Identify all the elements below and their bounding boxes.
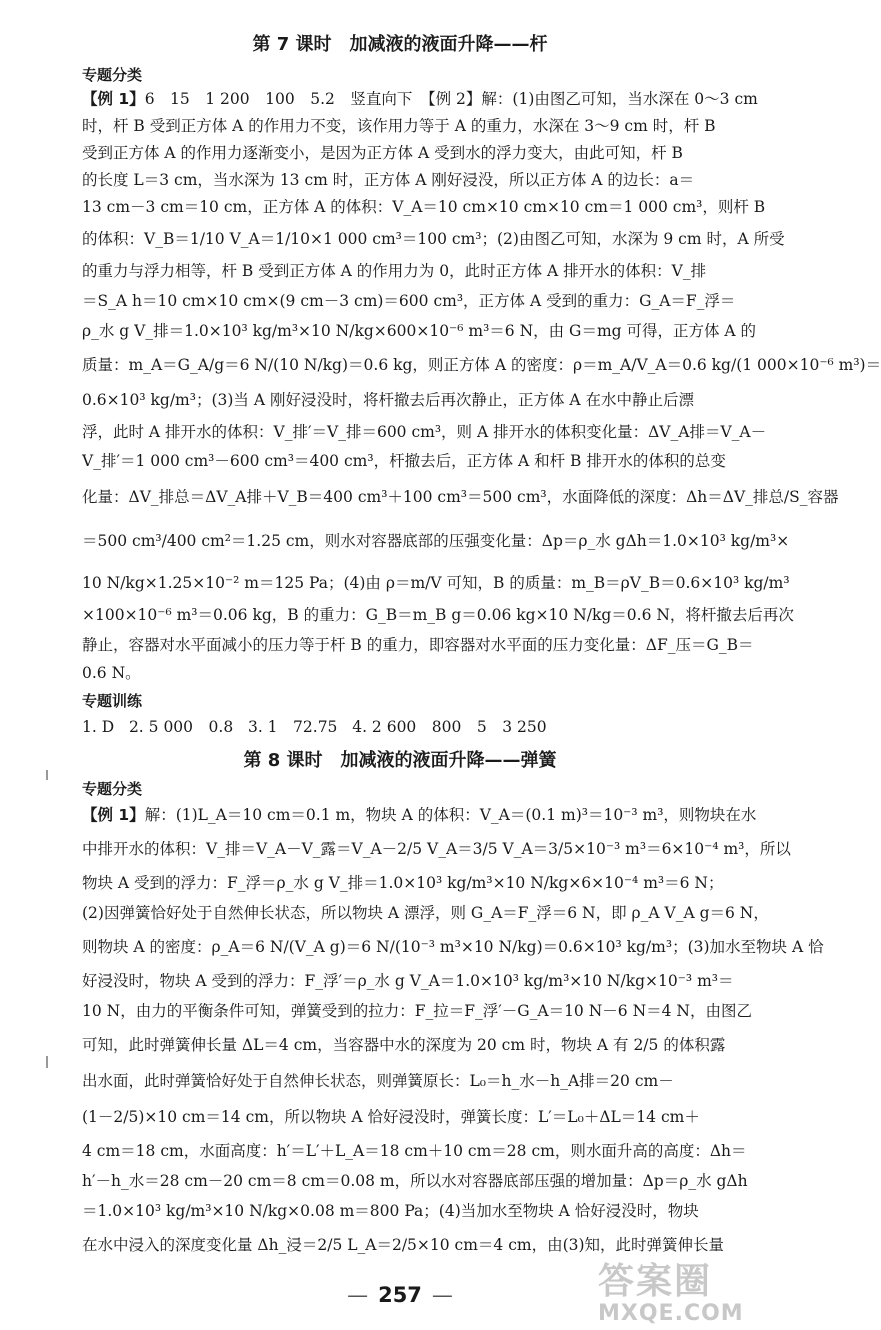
lesson-7-line: ×100×10⁻⁶ m³＝0.06 kg，B 的重力：G_B＝m_B g＝0.06 kg×10 N/kg＝0.6 N，将杆撤去后再次 (82, 606, 794, 624)
lesson-8-title: 第 8 课时 加减液的液面升降——弹簧 (243, 750, 557, 771)
lesson-8-line: 4 cm＝18 cm，水面高度：h′＝L′＋L_A＝18 cm＋10 cm＝28 cm，则水面升高的高度：Δh＝ (82, 1142, 747, 1160)
lesson-8-line: h′－h_水＝28 cm－20 cm＝8 cm＝0.08 m，所以水对容器底部压强的增加量：Δp＝ρ_水 gΔh (82, 1172, 748, 1190)
lesson-7-line: 10 N/kg×1.25×10⁻² m＝125 Pa；(4)由 ρ＝m/V 可知，B 的质量：m_B＝ρV_B＝0.6×10³ kg/m³ (82, 574, 790, 592)
watermark-bottom: MXQE.COM (598, 1301, 744, 1326)
lesson-7-title: 第 7 课时 加减液的液面升降——杆 (252, 34, 548, 55)
page-number-dash-right: — (431, 1283, 453, 1307)
training-answers (82, 716, 748, 738)
lesson-8-line: 物块 A 受到的浮力：F_浮＝ρ_水 g V_排＝1.0×10³ kg/m³×10 N/kg×6×10⁻⁴ m³＝6 N； (82, 874, 724, 892)
lesson-7-line: 化量：ΔV_排总＝ΔV_A排＋V_B＝400 cm³＋100 cm³＝500 cm³，水面降低的深度：Δh＝ΔV_排总/S_容器 (82, 488, 839, 506)
lesson-8-line: 则物块 A 的密度：ρ_A＝6 N/(V_A g)＝6 N/(10⁻³ m³×10 N/kg)＝0.6×10³ kg/m³；(3)加水至物块 A 恰 (82, 938, 824, 956)
lesson-8-line (82, 804, 757, 826)
lesson-8-line: 可知，此时弹簧伸长量 ΔL＝4 cm，当容器中水的深度为 20 cm 时，物块 A 有 2/5 的体积露 (82, 1036, 726, 1054)
training-answer: 3. 1 72.75 (247, 718, 338, 736)
lesson-7-line (82, 88, 758, 110)
lesson-7-line: 浮，此时 A 排开水的体积：V_排′＝V_排＝600 cm³，则 A 排开水的体积变化量：ΔV_A排＝V_A－ (82, 423, 767, 441)
lesson-8-line: (2)因弹簧恰好处于自然伸长状态，所以物块 A 漂浮，则 G_A＝F_浮＝6 N，即 ρ_A V_A g＝6 N， (82, 904, 769, 922)
lesson-7-line: 0.6×10³ kg/m³；(3)当 A 刚好浸没时，将杆撤去后再次静止，正方体 A 在水中静止后漂 (82, 391, 695, 409)
lesson-8-line: 中排开水的体积：V_排＝V_A－V_露＝V_A－2/5 V_A＝3/5 V_A＝3/5×10⁻³ m³＝6×10⁻⁴ m³，所以 (82, 840, 791, 858)
example-1-label: 【例 1】 (82, 90, 145, 108)
lesson-8-line: 10 N，由力的平衡条件可知，弹簧受到的拉力：F_拉＝F_浮′－G_A＝10 N－6 N＝4 N，由图乙 (82, 1002, 752, 1020)
lesson-8-line: (1－2/5)×10 cm＝14 cm，所以物块 A 恰好浸没时，弹簧长度：L′＝L₀＋ΔL＝14 cm＋ (82, 1108, 700, 1126)
lesson-7-line: 0.6 N。 (82, 664, 141, 682)
lesson-7-training-heading: 专题训练 (82, 692, 143, 710)
example-1-label: 【例 1】 (82, 806, 145, 824)
scan-speck (46, 770, 48, 780)
lesson-8-line: 在水中浸入的深度变化量 Δh_浸＝2/5 L_A＝2/5×10 cm＝4 cm，由(3)知，此时弹簧伸长量 (82, 1236, 725, 1254)
lesson-7-classification-heading: 专题分类 (82, 66, 143, 84)
lesson-7-line: ＝S_A h＝10 cm×10 cm×(9 cm－3 cm)＝600 cm³，正方体 A 受到的重力：G_A＝F_浮＝ (82, 292, 736, 310)
training-answer: 4. 2 600 800 5 3 250 (352, 718, 547, 736)
page-number-dash-left: — (347, 1283, 369, 1307)
text-line: 解：(1)L_A＝10 cm＝0.1 m，物块 A 的体积：V_A＝(0.1 m)³＝10⁻³ m³，则物块在水 (144, 806, 757, 824)
lesson-7-line: 13 cm－3 cm＝10 cm，正方体 A 的体积：V_A＝10 cm×10 cm×10 cm＝1 000 cm³，则杆 B (82, 198, 766, 216)
lesson-7-line: V_排′＝1 000 cm³－600 cm³＝400 cm³，杆撤去后，正方体 A 和杆 B 排开水的体积的总变 (82, 452, 726, 470)
lesson-8-line: 好浸没时，物块 A 受到的浮力：F_浮′＝ρ_水 g V_A＝1.0×10³ kg/m³×10 N/kg×10⁻³ m³＝ (82, 972, 734, 990)
lesson-7-line: 质量：m_A＝G_A/g＝6 N/(10 N/kg)＝0.6 kg，则正方体 A 的密度：ρ＝m_A/V_A＝0.6 kg/(1 000×10⁻⁶ m³)＝ (82, 356, 881, 374)
lesson-8-line: ＝1.0×10³ kg/m³×10 N/kg×0.08 m＝800 Pa；(4)当加水至物块 A 恰好浸没时，物块 (82, 1202, 699, 1220)
scan-speck (46, 1056, 48, 1068)
page-number-value: 257 (378, 1283, 422, 1307)
lesson-8-line: 出水面，此时弹簧恰好处于自然伸长状态，则弹簧原长：L₀＝h_水－h_A排＝20 cm－ (82, 1072, 674, 1090)
lesson-7-line: 的长度 L＝3 cm，当水深为 13 cm 时，正方体 A 刚好浸没，所以正方体 A 的边长：a＝ (82, 171, 695, 189)
watermark-top: 答案圈 (598, 1261, 713, 1302)
lesson-7-line: ＝500 cm³/400 cm²＝1.25 cm，则水对容器底部的压强变化量：Δp＝ρ_水 gΔh＝1.0×10³ kg/m³× (82, 532, 790, 550)
lesson-7-line: 的体积：V_B＝1/10 V_A＝1/10×1 000 cm³＝100 cm³；(2)由图乙可知，水深为 9 cm 时，A 所受 (82, 230, 785, 248)
lesson-7-line: 静止，容器对水平面减小的压力等于杆 B 的重力，即容器对水平面的压力变化量：ΔF_压＝G_B＝ (82, 636, 754, 654)
lesson-7-line: ρ_水 g V_排＝1.0×10³ kg/m³×10 N/kg×600×10⁻⁶ m³＝6 N，由 G＝mg 可得，正方体 A 的 (82, 322, 757, 340)
training-answer: 1. D (82, 718, 115, 736)
lesson-7-line: 的重力与浮力相等，杆 B 受到正方体 A 的作用力为 0，此时正方体 A 排开水的体积：V_排 (82, 262, 707, 280)
lesson-7-line: 时，杆 B 受到正方体 A 的作用力不变，该作用力等于 A 的重力，水深在 3～9 cm 时，杆 B (82, 117, 716, 135)
text-line: 6 15 1 200 100 5.2 竖直向下 【例 2】解：(1)由图乙可知，当水深在 0～3 cm (144, 90, 758, 108)
site-watermark (598, 1262, 798, 1330)
lesson-8-classification-heading: 专题分类 (82, 780, 143, 798)
training-answer: 2. 5 000 0.8 (128, 718, 234, 736)
lesson-7-line: 受到正方体 A 的作用力逐渐变小，是因为正方体 A 受到水的浮力变大，由此可知，杆 B (82, 144, 683, 162)
